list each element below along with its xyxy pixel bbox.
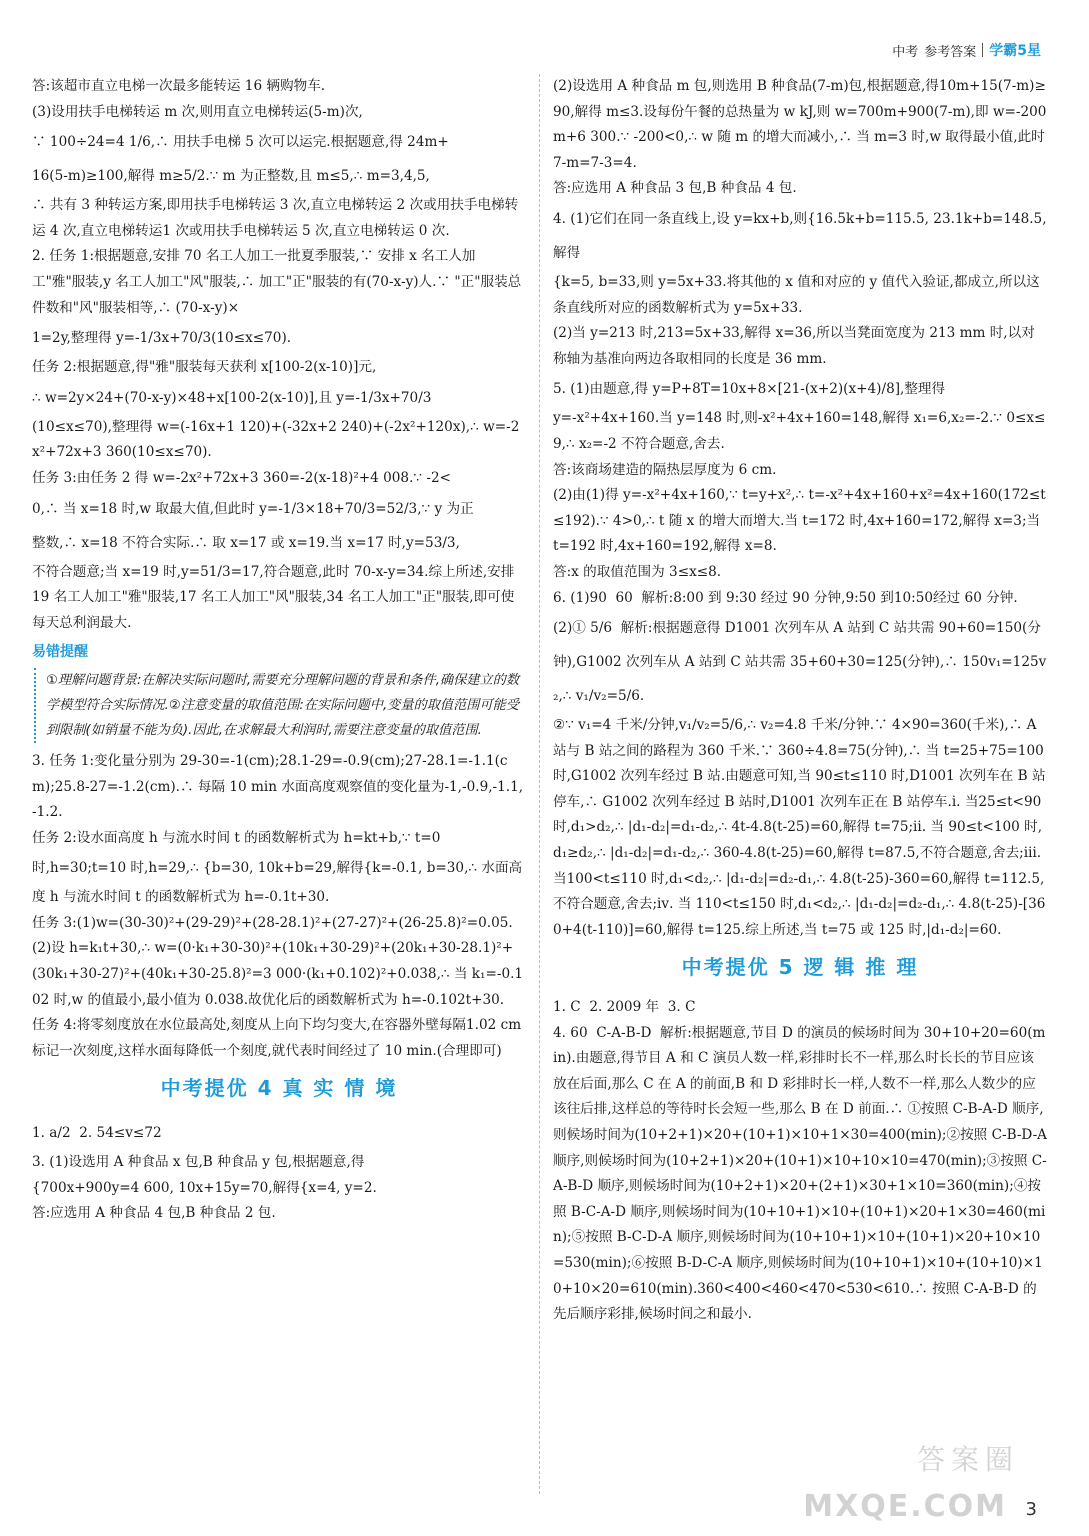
left-para-13: 不符合题意;当 x=19 时,y=51/3=17,符合题意,此时 70-x-y=34.综上所述,安排 19 名工人加工"雅"服装,17 名工人加工"风"服装,34 名工人加工"正"服装,即可使每天总利润最大. [32,563,519,631]
left-column [32,74,526,1227]
right-para-3: {k=5, b=33,则 y=5x+33.将其他的 x 值和对应的 y 值代入验证,都成立,所以这条直线所对应的函数解析式为 y=5x+33. (2)当 y=213 时,213=5x+33,解得 x=36,所以当凳面宽度为 213 mm 时,以对称轴为基准向两边各取相同的长度是 36 mm. [553,273,1040,367]
right-para-6: (2)① 5/6 解析:根据题意得 D1001 次列车从 A 站到 C 站共需 90+60=150(分钟),G1002 次列车从 A 站到 C 站共需 35+60+30=125(分钟),∴ 150v₁=125v₂,∴ v₁/v₂=5/6. [553,620,1047,705]
right-para-1: (2)设选用 A 种食品 m 包,则选用 B 种食品(7-m)包,根据题意,得10m+15(7-m)≥90,解得 m≤3.设每份午餐的总热量为 w kJ,则 w=700m+900(7-m),即 w=-200m+6 300.∵ -200<0,∴ w 随 m 的增大而减小,∴ 当 m=3 时,w 取得最小值,此时 7-m=7-3=4. 答:应选用 A 种食品 3 包,B 种食品 4 包. [553,78,1047,197]
brand-logo: 学霸5星 [989,43,1041,59]
right-para-7: ②∵ v₁=4 千米/分钟,v₁/v₂=5/6,∴ v₂=4.8 千米/分钟.∵ 4×90=360(千米),∴ A 站与 B 站之间的路程为 360 千米.∵ 360÷4.8=75(分钟),∴ 当 t=25+75=100 时,G1002 次列车经过 B 站.由题意可知,当 90≤t≤110 时,D1001 次列车在 B 站停车,∴ G1002 次列车经过 B 站时,D1001 次列车正在 B 站停车.ⅰ. 当25≤t<90 时,d₁>d₂,∴ |d₁-d₂|=d₁-d₂,∴ 4t-4.8(t-25)=60,解得 t=75;ⅱ. 当 90≤t<100 时,d₁≥d₂,∴ |d₁-d₂|=d₁-d₂,∴ 360-4.8(t-25)=60,解得 t=87.5,不符合题意,舍去;ⅲ. 当100<t≤110 时,d₁<d₂,∴ |d₁-d₂|=d₂-d₁,∴ 4.8(t-25)-360=60,解得 t=112.5,不符合题意,舍去;ⅳ. 当 110<t≤150 时,d₁<d₂,∴ |d₁-d₂|=d₂-d₁,∴ 4.8(t-25)-[360+4(t-110)]=60,解得 t=125.综上所述,当 t=75 或 125 时,|d₁-d₂|=60. [553,717,1049,938]
header-section: 参考答案 [924,44,977,60]
left-para-8: ∴ w=2y×24+(70-x-y)×48+x[100-2(x-10)],且 y=-1/3x+70/3 [32,389,432,406]
left-para-6: 1=2y,整理得 y=-1/3x+70/3(10≤x≤70). [32,330,292,347]
left-para-10: 任务 3:由任务 2 得 w=-2x²+72x+3 360=-2(x-18)²+4 008.∵ -2< [32,469,452,486]
left-para-15: 时,h=30;t=10 时,h=29,∴ {b=30, 10k+b=29,解得{k=-0.1, b=30,∴ 水面高 [32,860,523,877]
right-column [553,74,1047,1328]
left-para-4: ∴ 共有 3 种转运方案,即用扶手电梯转运 3 次,直立电梯转运 2 次或用扶手电梯转运 4 次,直立电梯转运1 次或用扶手电梯转运 5 次,直立电梯转运 0 次. [32,197,519,239]
right-para-4: 5. (1)由题意,得 y=P+8T=10x+8×[21-(x+2)(x+4)/8],整理得 [553,381,946,398]
right-para-2: 4. (1)它们在同一条直线上,设 y=kx+b,则{16.5k+b=115.5, 23.1k+b=148.5,解得 [553,210,1047,261]
right-para-8: 1. C 2. 2009 年 3. C 4. 60 C-A-B-D 解析:根据题意,节目 D 的演员的候场时间为 30+10+20=60(min).由题意,得节目 A 和 C 演员人数一样,彩排时长不一样,那么时长长的节目应该放在后面,那么 C 在 A 的前面,B 和 D 彩排时长一样,人数不一样,那么人数少的应该往后排,这样总的等待时长会短一些,那么 B 在 D 前面.∴ ①按照 C-B-A-D 顺序,则候场时间为(10+2+1)×20+(10+1)×10+1×30=400(min);②按照 C-B-D-A 顺序,则候场时间为(10+2+1)×20+(10+1)×10+10×10=470(min);③按照 C-A-B-D 顺序,则候场时间为(10+2+1)×20+(2+1)×30+1×10=360(min);④按照 B-C-A-D 顺序,则候场时间为(10+10+1)×10+(10+1)×20+1×30=460(min);⑤按照 B-C-D-A 顺序,则候场时间为(10+10+1)×10+(10+1)×20+10×10=530(min);⑥按照 B-D-C-A 顺序,则候场时间为(10+10+1)×10+(10+10)×10+10×20=610(min).360<400<460<470<530<610.∴ 按照 C-A-B-D 的先后顺序彩排,候场时间之和最小. [553,999,1047,1323]
left-para-14: 3. 任务 1:变化量分别为 29-30=-1(cm);28.1-29=-0.9(cm);27-28.1=-1.1(cm);25.8-27=-1.2(cm).∴ 每隔 10 min 水面高度观察值的变化量为-1,-0.9,-1.1,-1.2. 任务 2:设水面高度 h 与流水时间 t 的函数解析式为 h=kt+b,∵ t=0 [32,752,524,846]
left-para-2: ∵ 100÷24=4 1/6,∴ 用扶手电梯 5 次可以运完.根据题意,得 24m+ [32,134,449,151]
column-divider [539,74,540,1494]
page-header [892,38,1041,62]
left-para-5: 2. 任务 1:根据题意,安排 70 名工人加工一批夏季服装,∵ 安排 x 名工人加工"雅"服装,y 名工人加工"风"服装,∴ 加工"正"服装的有(70-x-y)人.∵ "正"服装总件数和"风"服装相等,∴ (70-x-y)× [32,248,522,316]
watermark-url: MXQE.COM [803,1489,1007,1524]
section-title-5: 中考提优 5 逻 辑 推 理 [681,955,919,980]
page-number: 3 [1025,1499,1037,1520]
section-title-4: 中考提优 4 真 实 情 境 [160,1076,398,1101]
tip-body: ①理解问题背景:在解决实际问题时,需要充分理解问题的背景和条件,确保建立的数学模型符合实际情况.②注意变量的取值范围:在实际问题中,变量的取值范围可能受到限制(如销量不能为负).因此,在求解最大利润时,需要注意变量的取值范围. [34,668,526,743]
left-para-11: 0,∴ 当 x=18 时,w 取最大值,但此时 y=-1/3×18+70/3=52/3,∵ y 为正 [32,500,474,517]
left-para-3: 16(5-m)≥100,解得 m≥5/2.∵ m 为正整数,且 m≤5,∴ m=3,4,5, [32,168,430,185]
left-para-12: 整数,∴ x=18 不符合实际.∴ 取 x=17 或 x=19.当 x=17 时,y=53/3, [32,534,460,551]
left-para-7: 任务 2:根据题意,得"雅"服装每天获利 x[100-2(x-10)]元, [32,359,377,376]
header-divider [982,43,983,57]
right-para-5: y=-x²+4x+160.当 y=148 时,则-x²+4x+160=148,解得 x₁=6,x₂=-2.∵ 0≤x≤9,∴ x₂=-2 不符合题意,舍去. 答:该商场建造的隔热层厚度为 6 cm. (2)由(1)得 y=-x²+4x+160,∵ t=y+x²,∴ t=-x²+4x+160+x²=4x+160(172≤t≤192).∵ 4>0,∴ t 随 x 的增大而增大.当 t=172 时,4x+160=172,解得 x=3;当 t=192 时,4x+160=192,解得 x=8. 答:x 的取值范围为 3≤x≤8. 6. (1)90 60 解析:8:00 到 9:30 经过 90 分钟,9:50 到10:50经过 60 分钟. [553,410,1046,606]
tip-title: 易错提醒 [32,644,88,661]
left-para-16: 度 h 与流水时间 t 的函数解析式为 h=-0.1t+30. 任务 3:(1)w=(30-30)²+(29-29)²+(28-28.1)²+(27-27)²+(26-25.8)²=0.05. (2)设 h=k₁t+30,∴ w=(0·k₁+30-30)²+(10k₁+30-29)²+(20k₁+30-28.1)²+(30k₁+30-27)²+(40k₁+30-25.8)²=3 000·(k₁+0.102)²+0.038,∴ 当 k₁=-0.102 时,w 的值最小,最小值为 0.038.故优化后的函数解析式为 h=-0.102t+30. 任务 4:将零刻度放在水位最高处,刻度从上向下均匀变大,在容器外壁每隔1.02 cm 标记一次刻度,这样水面每降低一个刻度,就代表时间经过了 10 min.(合理即可) [32,889,524,1059]
left-para-18: 3. (1)设选用 A 种食品 x 包,B 种食品 y 包,根据题意,得 {700x+900y=4 600, 10x+15y=70,解得{x=4, y=2. 答:应选用 A 种食品 4 包,B 种食品 2 包. [32,1154,377,1222]
watermark-logo: 答案圈 [916,1443,1019,1476]
left-para-9: (10≤x≤70),整理得 w=(-16x+1 120)+(-32x+2 240)+(-2x²+120x),∴ w=-2x²+72x+3 360(10≤x≤70). [32,418,520,461]
header-exam: 中考 [892,44,919,60]
left-para-1: 答:该超市直立电梯一次最多能转运 16 辆购物车. (3)设用扶手电梯转运 m 次,则用直立电梯转运(5-m)次, [32,78,363,120]
left-para-17: 1. a/2 2. 54≤v≤72 [32,1125,162,1142]
